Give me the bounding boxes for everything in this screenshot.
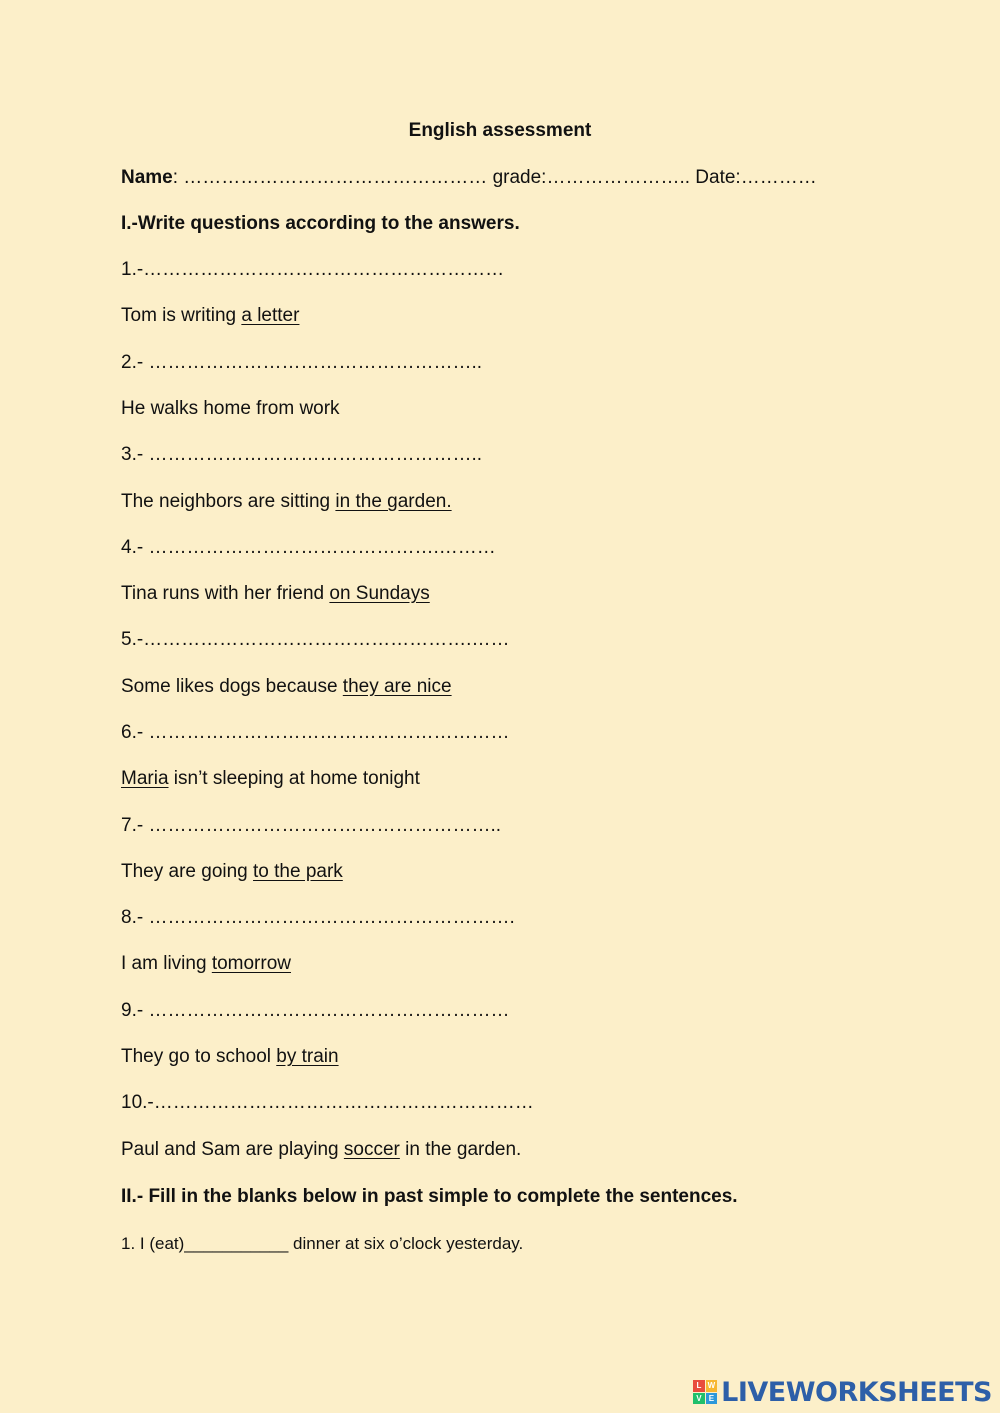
answer-sentence-8	[121, 953, 291, 975]
question-blank-7[interactable]: 7.- ………………………………………………..	[121, 815, 502, 836]
answer-text: He walks home from work	[121, 398, 340, 419]
answer-text: The neighbors are sitting	[121, 491, 336, 512]
answer-underlined: to the park	[253, 861, 343, 882]
answer-underlined: tomorrow	[211, 953, 291, 974]
logo-mark-cell: L	[693, 1380, 705, 1392]
section1-heading: I.-Write questions according to the answers.	[121, 213, 520, 234]
answer-sentence-2	[121, 398, 340, 420]
logo-text: LIVEWORKSHEETS	[721, 1376, 992, 1408]
answer-underlined: in the garden.	[335, 491, 452, 512]
answer-sentence-1	[121, 305, 299, 327]
answer-sentence-7	[121, 861, 343, 883]
answer-text: Tina runs with her friend	[121, 583, 330, 604]
student-info-line	[121, 167, 817, 189]
section2-item-1: 1. I (eat)___________ dinner at six o’clock yesterday.	[121, 1234, 524, 1253]
answer-underlined: they are nice	[342, 676, 452, 697]
answer-text: They are going	[121, 861, 254, 882]
question-blank-1[interactable]: 1.-…………………………………………………	[121, 259, 505, 280]
answer-sentence-5	[121, 676, 452, 698]
answer-underlined: by train	[276, 1046, 339, 1067]
answer-sentence-3	[121, 491, 452, 513]
answer-text: Tom is writing	[121, 305, 242, 326]
answer-underlined: on Sundays	[329, 583, 430, 604]
logo-mark-cell: V	[693, 1393, 705, 1405]
name-label: Name	[121, 167, 173, 188]
answer-text: They go to school	[121, 1046, 277, 1067]
liveworksheets-logo-icon	[693, 1380, 717, 1404]
liveworksheets-logo	[693, 1377, 992, 1407]
answer-text-end: in the garden.	[399, 1139, 522, 1160]
answer-sentence-10	[121, 1139, 521, 1161]
answer-underlined: Maria	[121, 768, 169, 789]
answer-underlined: soccer	[343, 1139, 400, 1160]
page-title: English assessment	[408, 120, 592, 141]
logo-mark-cell: W	[707, 1381, 716, 1390]
answer-text: I am living	[121, 953, 212, 974]
answer-text: Paul and Sam are playing	[121, 1139, 344, 1160]
answer-underlined: a letter	[241, 305, 300, 326]
logo-mark-cell: E	[706, 1393, 718, 1405]
question-blank-4[interactable]: 4.- ……………………………………….………	[121, 537, 496, 558]
question-blank-3[interactable]: 3.- ……………………………………………..	[121, 444, 483, 465]
question-blank-8[interactable]: 8.- ………………………………………………….	[121, 907, 515, 928]
info-fields: : ………………………………………… grade:………………….. Date:…………	[172, 167, 817, 188]
answer-sentence-4	[121, 583, 430, 605]
question-blank-10[interactable]: 10.-……………………………………………………	[121, 1092, 534, 1113]
answer-sentence-6	[121, 768, 420, 790]
question-blank-9[interactable]: 9.- …………………………………………………	[121, 1000, 510, 1021]
answer-text: Some likes dogs because	[121, 676, 343, 697]
question-blank-5[interactable]: 5.-…………………………………………….……	[121, 629, 510, 650]
question-blank-2[interactable]: 2.- ……………………………………………..	[121, 352, 483, 373]
answer-text-end: isn’t sleeping at home tonight	[168, 768, 420, 789]
answer-sentence-9	[121, 1046, 339, 1068]
question-blank-6[interactable]: 6.- …………………………………………………	[121, 722, 510, 743]
section2-heading: II.- Fill in the blanks below in past simple to complete the sentences.	[121, 1186, 738, 1207]
